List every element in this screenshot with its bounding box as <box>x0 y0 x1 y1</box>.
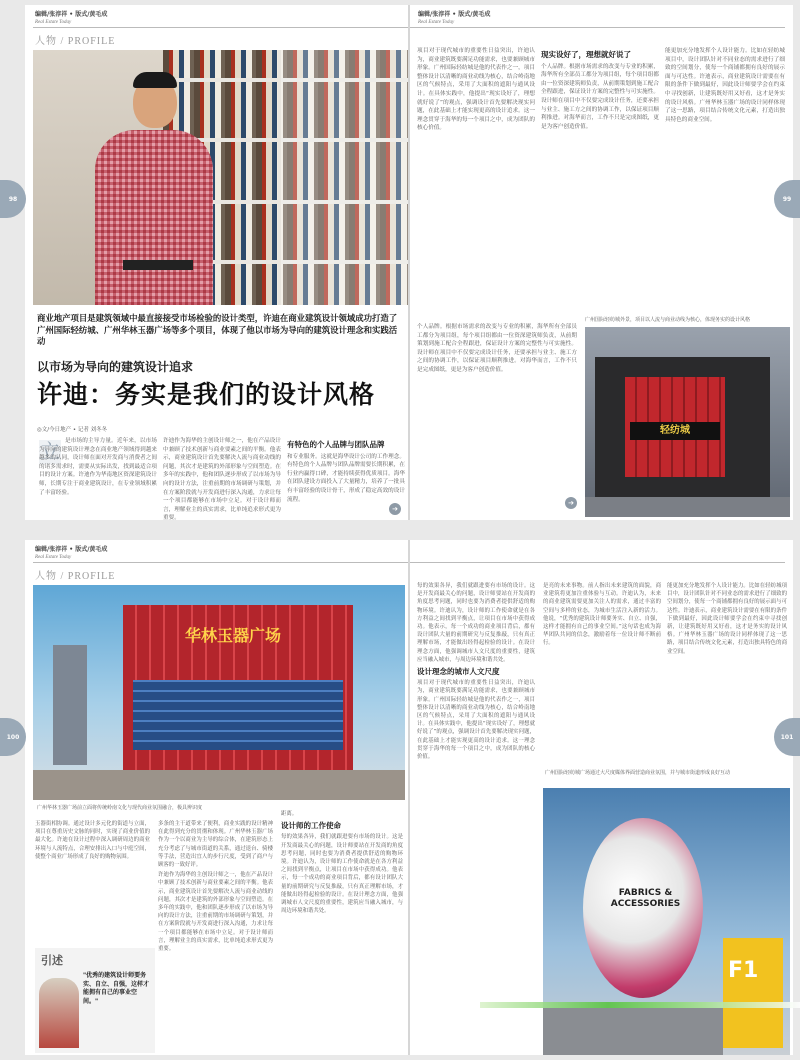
paragraph: 许迪作为海华的主创设计师之一，他在产品设计中兼顾了技术创新与商业要素之间的平衡。他表示，商业建筑设计首先要解决人流与商业动线的问题，其次才是建筑的外部形象与空间塑造。在多年的实践中，他和团队逐步形成了以市场为导向的设计方法，注重前期的市场调研与策划，并在方案阶段就与开发商进行深入沟通，力求让每一个项目都能够在市场中立足。对于设计师而言，理解业主的真实需求，比单纯追求形式更为重要。 <box>163 438 281 522</box>
page-gutter <box>408 5 410 520</box>
column-3 <box>281 760 403 1053</box>
journal-header-left: 编辑/张淳祥 • 版式/黄毛成 Real Estate Today <box>35 546 108 560</box>
man-belt <box>123 260 193 270</box>
page-number-tab: 101 <box>774 718 800 756</box>
portrait-thumbnail <box>39 978 79 1048</box>
continue-arrow-icon: ➔ <box>565 497 577 509</box>
journal-header-left: 编辑/张淳祥 • 版式/黄毛成 Real Estate Today <box>35 11 108 25</box>
column-5 <box>543 582 661 762</box>
photo-caption: 广州国际轻纺城外景，项目以人流与商业动线为核心，体现务实的设计风格 <box>585 317 751 323</box>
article-byline: ◎文/今日地产 • 记者 刘冬冬 <box>37 427 108 433</box>
page-number-tab: 98 <box>0 180 26 218</box>
page-gutter <box>408 540 410 1055</box>
section-heading: 有特色的个人品牌与团队品牌 <box>287 440 385 449</box>
paragraph: 和专业服务。这就是海华设计公司的工作理念。有特色的个人品牌与团队品牌需要长期积累，在行业内赢得口碑，才能持续获得优质项目。海华在团队建设方面投入了大量精力，培养了一批具有丰富经验的设计骨干，形成了稳定高效的设计流程。 <box>287 453 405 503</box>
column-6 <box>665 47 785 317</box>
blue-glass <box>133 680 343 750</box>
column-2 <box>163 437 281 522</box>
paragraph: 能更加充分地发挥个人设计能力。比如在轻纺城项目中，设计团队针对不同业态的需求进行了细致的空间划分，使每一个商铺都拥有良好的展示面与可达性。许迪表示，商业建筑设计需要在有限的条件下做到最好，因此设计师要学会在约束中寻找创新，让建筑既好用又好看，这才是务实的设计风格。广州华林玉器广场的设计同样体现了这一思路，项目结合传统文化元素，打造出独具特色的商业空间。 <box>665 48 785 123</box>
building-sign: 轻纺城 <box>630 422 720 440</box>
scan-artifact <box>480 1002 800 1008</box>
man-hair <box>133 72 177 88</box>
paragraph: 是市场的主导力量。近年来，以市场为导向的建筑设计理念在商业地产领域得到越来越多的认同，设计师在面对开发商与消费者之间的诸多需求时，需要从实际出发，找到最适合项目的设计方案。许迪作为华南地区资深建筑设计师，长期专注于商业建筑设计，在专业领域积累了丰富经验。 <box>39 438 157 496</box>
paragraph: 每的效果各异，我们就跟进要有市场的设计。这是开发商最关心的问题，设计师要站在开发商的角度思考问题，同时也要为消费者提供舒适的购物环境。许迪认为，设计师的工作使命就是在各方利益之间找到平衡点，让项目在市场中获得成功。他表示，每一个成功的商业项目背后，都有设计团队大量的前期研究与反复推敲，只有真正理解市场，才能做出经得起检验的设计。在设计理念方面，他强调城市人文尺度的重要性，建筑应当融入城市，与周边环境和谐共处。 <box>417 583 535 663</box>
pull-quote-text: "优秀的建筑设计师要务实、自立、自强，这样才能拥有自己的事业空间。" <box>83 972 150 1005</box>
paragraph: 能更加充分地发挥个人设计能力。比如在轻纺城项目中，设计团队针对不同业态的需求进行了细致的空间划分，使每一个商铺都拥有良好的展示面与可达性。许迪表示，商业建筑设计需要在有限的条件下做到最好，因此设计师要学会在约束中寻找创新，让建筑既好用又好看，这才是务实的设计风格。广州华林玉器广场的设计同样体现了这一思路，项目结合传统文化元素，打造出独具特色的商业空间。 <box>667 583 787 655</box>
sphere-text: FABRICS & ACCESSORIES <box>610 888 681 909</box>
spread-1 <box>25 5 793 520</box>
column-3 <box>287 437 405 517</box>
section-heading: 设计理念的城市人文尺度 <box>417 667 500 677</box>
column-7 <box>417 323 577 513</box>
portrait-photo <box>33 50 408 305</box>
paragraph: 距离。 <box>281 811 298 817</box>
paragraph: 是亮的未来事物。前人指出未来建筑的面貌，商业建筑将更加注重体验与互动。许迪认为，未来的商业建筑需要更加关注人的需求，通过丰富的空间与多样的业态，为城市生活注入新的活力。他说，“优秀的建筑设计师要务实、自立、自强，这样才能拥有自己的事业空间。”这句话也成为海华团队共同的信念，激励着每一位设计师不断前行。 <box>543 583 661 647</box>
tower-left <box>53 645 87 765</box>
floor-label: F1 <box>728 958 759 983</box>
paragraph: 个人品牌。根据市场需求的改变与专业的积累，海华所有全部员工都分为项目组，每个项目组都由一位资深建筑师负责，从前期策划到施工配合全程跟进，保证设计方案的完整性与可实施性。设计师在项目中不仅要完成设计任务，还要承担与业主、施工方之间的协调工作，以保证项目顺利推进。对海华而言，工作不只是完成图纸，更是为客户创造价值。 <box>417 324 577 373</box>
section-label: 人物 / PROFILE <box>35 36 116 47</box>
spread-2 <box>25 540 793 1055</box>
article-subtitle: 以市场为导向的建筑设计追求 <box>37 360 194 374</box>
paragraph: 玉器街相协调。通过设计多元化的街道与立面，项目在尊重历史文脉的同时，实现了商业价值的最大化。许迪在设计过程中深入调研周边的商业环境与人流特点，合理安排出入口与中庭空间，使整个商业广场形成了良好的购物氛围。 <box>35 821 150 860</box>
paragraph: 项目对于现代城市的重要性日益突出，许迪认为，商业建筑既要满足功能需求，也要兼顾城市形象。广州国际轻纺城是他的代表作之一，项目整体设计以清晰的商业动线为核心，结合岭南地区的气候特点，采用了大面积的遮阳与通风设计。在具体实践中，他提出“现实设好了，理想就好说了”的观点，强调设计首先要解决现实问题，在此基础上才能实现更高的设计追求。这一理念贯穿于海华的每一个项目之中，成为团队的核心价值。 <box>417 48 535 132</box>
street-level <box>543 1008 723 1055</box>
section-heading: 设计师的工作使命 <box>281 821 341 831</box>
continue-arrow-icon: ➔ <box>389 503 401 515</box>
building-photo <box>585 327 790 517</box>
section-heading: 现实设好了，理想就好说了 <box>541 50 631 59</box>
column-1 <box>35 820 150 945</box>
fabrics-building-photo <box>543 788 790 1055</box>
glass-door <box>278 50 408 305</box>
paragraph: 项目对于现代城市的重要性日益突出，许迪认为，商业建筑既要满足功能需求，也要兼顾城市形象。广州国际轻纺城是他的代表作之一，项目整体设计以清晰的商业动线为核心，结合岭南地区的气候特点，采用了大面积的遮阳与通风设计。在具体实践中，他提出“现实设好了，理想就好说了”的观点，强调设计首先要解决现实问题，在此基础上才能实现更高的设计追求。这一理念贯穿于海华的每一个项目之中，成为团队的核心价值。 <box>417 680 535 761</box>
photo-caption: 广州华林玉器广场前立面将传统岭南文化与现代商业氛围融合，极具辨识度 <box>37 805 203 811</box>
paragraph: 许迪作为海华的主创设计师之一，他在产品设计中兼顾了技术创新与商业要素之间的平衡。他表示，商业建筑设计首先要解决人流与商业动线的问题，其次才是建筑的外部形象与空间塑造。在多年的实践中，他和团队逐步形成了以市场为导向的设计方法，注重前期的市场调研与策划，并在方案阶段就与开发商进行深入沟通，力求让每一个项目都能够在市场中立足。对于设计师而言，理解业主的真实需求，比单纯追求形式更为重要。 <box>158 872 273 953</box>
column-6 <box>667 582 787 762</box>
article-lede: 商业地产项目是建筑领域中最直接接受市场检验的设计类型，许迪在商业建筑设计领域成功打造了广州国际轻纺城、广州华林玉器广场等多个项目，体现了他以市场为导向的建筑设计理念和实践活动 <box>37 313 398 346</box>
paragraph: 每的效果各异，我们就跟进要有市场的设计。这是开发商最关心的问题，设计师要站在开发商的角度思考问题，同时也要为消费者提供舒适的购物环境。许迪认为，设计师的工作使命就是在各方利益之间找到平衡点，让项目在市场中获得成功。他表示，每一个成功的商业项目背后，都有设计团队大量的前期研究与反复推敲，只有真正理解市场，才能做出经得起检验的设计。在设计理念方面，他强调城市人文尺度的重要性，建筑应当融入城市，与周边环境和谐共处。 <box>281 834 403 915</box>
pull-quote-box <box>35 948 155 1053</box>
page-number-tab: 99 <box>774 180 800 218</box>
yellow-pillar <box>723 938 783 1048</box>
dropcap: 立 <box>40 441 60 463</box>
column-4 <box>417 582 535 1052</box>
column-4 <box>417 47 535 317</box>
article-title: 许迪：务实是我们的设计风格 <box>37 380 376 409</box>
paragraph: 多条的主干道带来了便利，商业实践的设计精神在此得到充分的贯彻和体现。广州华林玉器广场作为一个以商业为主导的综合体，在建筑形态上充分考虑了与城市街道的关系，通过退台、骑楼等手法，营造出宜人的步行尺度，受到了商户与顾客的一致好评。 <box>158 821 273 869</box>
column-1 <box>39 437 157 517</box>
man-shirt <box>95 130 213 305</box>
pull-quote-title: 引述 <box>41 954 63 967</box>
page-number-tab: 100 <box>0 718 26 756</box>
section-label: 人物 / PROFILE <box>35 571 116 582</box>
building-sign: 华林玉器广场 <box>184 626 281 645</box>
photo-caption: 广州国际轻纺城广场通过大尺度媒体界面营造商业氛围，并与城市街道形成良好互动 <box>545 770 731 776</box>
paragraph: 个人品牌。根据市场需求的改变与专业的积累，海华所有全部员工都分为项目组，每个项目组都由一位资深建筑师负责，从前期策划到施工配合全程跟进，保证设计方案的完整性与可实施性。设计师在项目中不仅要完成设计任务，还要承担与业主、施工方之间的协调工作，以保证项目顺利推进。对海华而言，工作不只是完成图纸，更是为客户创造价值。 <box>541 63 659 130</box>
journal-header-right: 编辑/张淳祥 • 版式/黄毛成 Real Estate Today <box>418 11 491 25</box>
plaza <box>585 497 790 517</box>
column-2 <box>158 820 273 1053</box>
column-5 <box>541 47 659 317</box>
